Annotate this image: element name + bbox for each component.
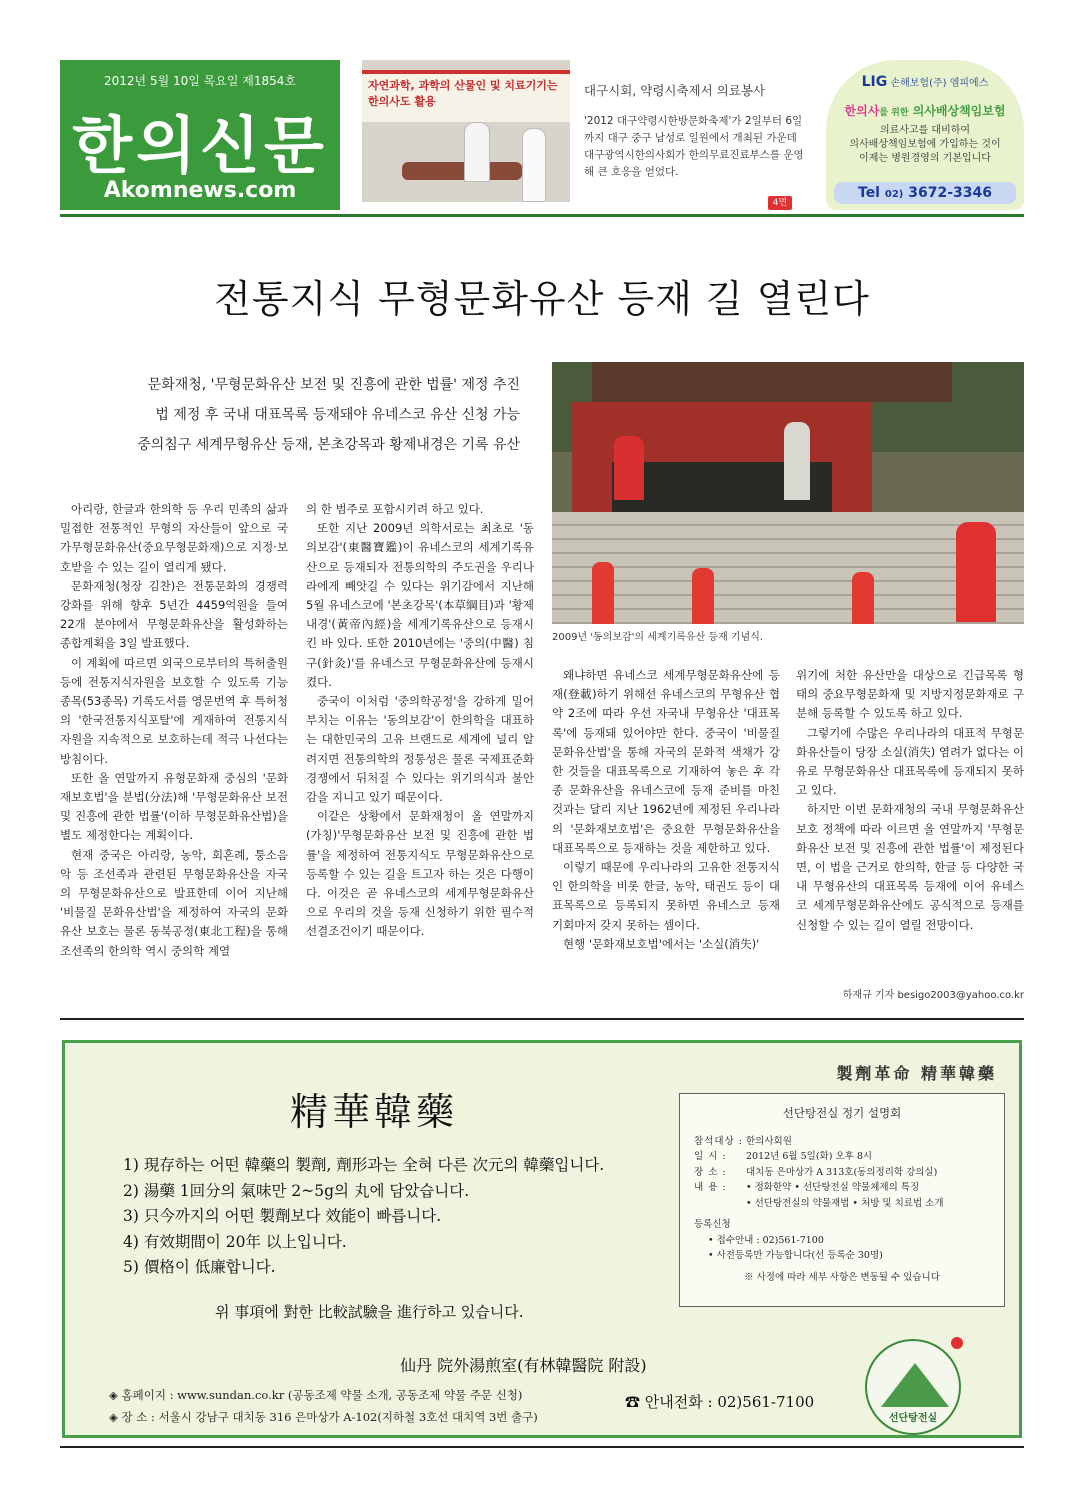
subhead: 법 제정 후 국내 대표목록 등재돼야 유네스코 유산 신청 가능: [155, 407, 520, 423]
section-rule: [60, 1018, 1024, 1020]
seminar-note: ※ 사정에 따라 세부 사항은 변동될 수 있습니다: [744, 1271, 940, 1283]
masthead-rule: [60, 214, 1024, 217]
ad-phone-number: ☎ 안내전화 : 02)561-7100: [625, 1393, 815, 1411]
teaser-figures: [372, 122, 560, 202]
byline: 하재규 기자 besigo2003@yahoo.co.kr: [842, 990, 1024, 1001]
ad-logo: [826, 74, 1024, 90]
list-item: 4) 有效期間이 20年 以上입니다.: [123, 1232, 347, 1251]
ad-test-note: 위 事項에 對한 比較試驗을 進行하고 있습니다.: [215, 1303, 524, 1321]
insurance-ad[interactable]: [826, 60, 1024, 210]
list-item: 1) 現存하는 어떤 韓藥의 製劑, 劑形과는 全혀 다른 次元의 韓藥입니다.: [123, 1156, 605, 1174]
subhead: 문화재청, '무형문화유산 보전 및 진흥에 관한 법률' 제정 추진: [147, 377, 520, 393]
ad-business-name: 仙丹 院外湯煎室(有林韓醫院 附設): [400, 1356, 647, 1375]
article-column-4: 위기에 처한 유산만을 대상으로 긴급목록 형태의 중요무형문화재 및 지방지정문화재로 구분해 등록할 수 있도록 하고 있다. 그렇기에 수많은 우리나라의 대표적 무형문화유산들이 당장 소실(消失) 염려가 없다는 이유로 무형문화유산 대표목록에 등재되지 못하고 있다. 하지만 이번 문화재청의 국내 무형문화유산 보호 정책에 따라 이르면 올 연말까지 '무형문화유산 보전 및 진흥에 관한 법률'이 제정된다면, 이 법을 근거로 한의학, 한글 등 다양한 국내 무형유산의 대표목록 등재에 이어 유네스코 세계무형문화유산에도 공식적으로 등재를 신청할 수 있는 길이 열릴 전망이다.: [796, 668, 1024, 932]
seminar-title: 선단탕전실 정기 설명회: [782, 1106, 902, 1120]
teaser-page-badge: 4면: [768, 196, 792, 210]
ad-phone: Tel 02) 3672-3346: [834, 182, 1016, 204]
article-column-1: 아리랑, 한글과 한의학 등 우리 민족의 삶과 밀접한 전통적인 무형의 자산들이 앞으로 국가무형문화유산(중요무형문화재)으로 지정·보호받을 수 있는 길이 열리게 됐다. 문화재청(청장 김찬)은 전통문화의 경쟁력 강화를 위해 향후 5년간 4459억원을 들여 22개 분야에서 무형문화유산을 활성화하는 종합계획을 3일 발표했다. 이 계획에 따르면 외국으로부터의 특허출원 등에 전통지식자원을 보호할 수 있도록 기능종목(53종목) 기록도서를 영문번역 후 특허청의 '한국전통지식포탈'에 게재하여 전통지식자원을 지속적으로 보호하는데 적극 나선다는 방침이다. 또한 올 연말까지 유형문화재 중심의 '문화재보호법'을 분법(分法)해 '무형문화유산 보전 및 진흥에 관한 법률'(이하 무형문화유산법)을 별도 제정한다는 계획이다. 현재 중국은 아리랑, 농악, 회혼례, 퉁소음악 등 조선족과 관련된 무형문화유산을 자국의 무형문화유산으로 발표한데 이어 지난해 '비물질 문화유산법'을 제정하여 자국의 문화유산 보호는 물론 동북공정(東北工程)을 통해 조선족의 한의학 역시 중의학 계열: [60, 502, 288, 958]
ad-brand: LIG: [861, 74, 888, 90]
ad-title: 精華韓藥: [290, 1090, 459, 1134]
article-headline: 전통지식 무형문화유산 등재 길 열린다: [214, 277, 870, 321]
herbal-medicine-ad[interactable]: [62, 1040, 1022, 1438]
subhead: 중의침구 세계무형유산 등재, 본초강목과 황제내경은 기록 유산: [137, 437, 520, 453]
sundan-seal-logo: [865, 1339, 961, 1435]
newspaper-name: 한의신문: [72, 109, 328, 182]
teaser-banner: [362, 70, 570, 122]
ad-feature-list: [123, 1153, 604, 1281]
teaser-banner-text: 자연과학, 과학의 산물인 및 치료기기는 한의사도 활용: [368, 79, 558, 108]
teaser-body: '2012 대구약령시한방문화축제'가 2일부터 6일까지 대구 중구 남성로 일원에서 개최된 가운데 대구광역시한의사회가 한의무료진료부스를 운영해 큰 호응을 얻었다.: [584, 115, 804, 178]
page-bottom-rule: [60, 1446, 1024, 1448]
masthead: [60, 60, 340, 210]
ad-address: ◈ 장 소 : 서울시 강남구 대치동 316 은마상가 A-102(지하철 3호선 대치역 3번 출구): [109, 1410, 538, 1424]
ad-slogan: 製劑革命 精華韓藥: [836, 1064, 997, 1083]
article-column-3: 왜냐하면 유네스코 세계무형문화유산에 등재(登載)하기 위해선 유네스코의 무형유산 협약 2조에 따라 우선 자국내 무형유산 '대표목록'에 등재돼 있어야만 한다. 중국이 '비물질 문화유산법'을 통해 자국의 문화적 색채가 강한 것들을 대표목록으로 기재하여 놓은 후 각종 문화유산을 유네스코에 등재 준비를 마친 것과는 달리 지난 1962년에 제정된 우리나라의 '문화재보호법'은 중요한 무형문화유산을 대표목록으로 등재하는 것을 제한하고 있다. 이렇기 때문에 우리나라의 고유한 전통지식인 한의학을 비롯 한글, 농악, 태권도 등이 대표목록으로 등록되지 못하면 유네스코 등재 기회마저 갖지 못하는 셈이다. 현행 '문화재보호법'에서는 '소실(消失)': [552, 668, 780, 951]
ceremony-photo: [552, 362, 1024, 624]
article-subheads: [70, 370, 520, 460]
newspaper-site[interactable]: Akomnews.com: [103, 178, 297, 203]
seal-label: 선단탕전실: [888, 1413, 938, 1424]
issue-date: 2012년 5월 10일 목요일 제1854호: [104, 74, 296, 88]
seminar-info-box: 선단탕전실 정기 설명회 참석대상 : 한의사회원 일 시 : 2012년 6월 5일(화) 오후 8시 장 소 : 대치동 은마상가 A 313호(동의정리학 강의실) 내 용 : • 정화한약 • 선단탕전실 약물체제의 특징 • 선단탕전실의 약물재법 • 처방 및 치료법 소개 등록신청 • 접수안내 : 02)561-7100 • 사전등록만 가능합니다(선 등록순 30명) ※ 사정에 따라 세부 사항은 변동될 수 있습니다: [679, 1093, 1005, 1307]
article-column-2: 의 한 범주로 포함시키려 하고 있다. 또한 지난 2009년 의학서로는 최초로 '동의보감'(東醫寶鑑)이 유네스코의 세계기록유산으로 등재되자 전통의학의 주도권을 우리나라에게 빼앗길 수 있다는 위기감에서 지난해 5월 유네스코에 '본초강목'(本草綱目)과 '황제내경'(黃帝內經)을 세계기록유산으로 등재시킨 바 있다. 또한 2010년에는 '중의(中醫) 침구(針灸)'를 유네스코 무형문화유산에 등재시켰다. 중국이 이처럼 '중의학공정'을 강하게 밀어 부치는 이유는 '동의보감'이 한의학을 대표하는 대한민국의 고유 브랜드로 세계에 널리 알려지면 전통의학의 정통성은 물론 국제표준화 경쟁에서 뒤처질 수 있다는 위기의식과 불안감을 지니고 있기 때문이다. 이같은 상황에서 문화재청이 올 연말까지 (가칭)'무형문화유산 보전 및 진흥에 관한 법률'을 제정하여 전통지식도 무형문화유산으로 등록할 수 있는 길을 트고자 하는 것은 다행이다. 이것은 곧 유네스코의 세계무형문화유산으로 우리의 것을 등재 신청하기 위한 필수적 선결조건이기 때문이다.: [306, 502, 534, 939]
list-item: 3) 只今까지의 어떤 製劑보다 效能이 빠릅니다.: [123, 1207, 442, 1225]
list-item: 5) 價格이 低廉합니다.: [123, 1258, 276, 1276]
mountain-icon: [881, 1363, 949, 1407]
ad-body: 의료사고를 대비하여 의사배상책임보험에 가입하는 것이 이제는 병원경영의 기본입니다: [849, 125, 1001, 164]
teaser-article[interactable]: [584, 82, 808, 181]
teaser-headline[interactable]: 대구시회, 약령시축제서 의료봉사: [584, 83, 765, 98]
ad-headline: 한의사를 위한 의사배상책임보험: [844, 104, 1006, 118]
ad-brand-sub: 손해보험(주) 엠피에스: [890, 78, 989, 89]
photo-caption: 2009년 '동의보감'의 세계기록유산 등재 기념식.: [552, 632, 764, 643]
ad-homepage[interactable]: ◈ 홈페이지 : www.sundan.co.kr (공동조제 약물 소개, 공동조제 약물 주문 신청): [109, 1388, 523, 1402]
list-item: 2) 湯藥 1回分의 氣味만 2~5g의 丸에 담았습니다.: [123, 1181, 470, 1200]
teaser-photo: [362, 60, 570, 202]
